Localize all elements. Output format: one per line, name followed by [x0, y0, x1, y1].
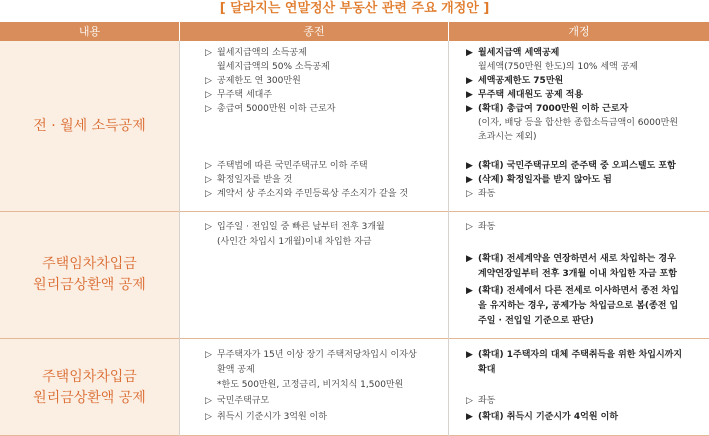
- new-bullet: ▶ (삭제) 확정일자를 받지 않아도 됨: [466, 175, 612, 185]
- category-label: 전 · 월세 소득공제: [33, 117, 146, 134]
- old-bullet: *한도 500만원, 고정금리, 비거치식 1,500만원: [217, 380, 404, 390]
- new-bullet: ▶ (확대) 국민주택규모의 준주택 중 오피스텔도 포함: [466, 161, 676, 171]
- row-divider: [0, 211, 709, 212]
- new-bullet: ▷ 좌동: [466, 189, 496, 199]
- old-bullet: ▷ 무주택자가 15년 이상 장기 주택저당차입시 이자상: [205, 350, 417, 360]
- category-label: 원리금상환액 공제: [33, 277, 146, 293]
- old-bullet: ▷ 국민주택규모: [205, 396, 270, 406]
- new-bullet: 확대: [478, 365, 496, 375]
- old-bullet: ▷ 무주택 세대주: [205, 90, 273, 100]
- category-cell: [0, 212, 179, 338]
- page-title: [ 달라지는 연말정산 부동산 관련 주요 개정안 ]: [219, 1, 490, 16]
- column-divider: [179, 41, 180, 436]
- new-bullet: (이자, 배당 등을 합산한 종합소득금액이 6000만원: [478, 118, 679, 128]
- new-bullet: 초과시는 제외): [478, 132, 537, 142]
- category-cell: [0, 339, 179, 436]
- new-bullet: ▶ (확대) 총급여 7000만원 이하 근로자: [466, 104, 629, 114]
- new-bullet: ▶ (확대) 취득시 기준시가 4억원 이하: [466, 412, 619, 422]
- new-bullet: ▶ (확대) 전세에서 다른 전세로 이사하면서 종전 차입: [466, 286, 679, 296]
- new-bullet: 주일 · 전입일 기준으로 판단): [478, 316, 594, 326]
- new-bullet: ▷ 좌동: [466, 222, 496, 232]
- new-bullet: ▶ 무주택 세대원도 공제 적용: [466, 90, 584, 100]
- header-old: 종전: [180, 22, 448, 41]
- old-bullet: (사인간 차입시 1개월)이내 차입한 자금: [217, 237, 372, 247]
- row-divider: [0, 338, 709, 339]
- old-bullet: 월세지급액의 50% 소득공제: [217, 62, 330, 72]
- old-bullet: ▷ 입주일 · 전입일 중 빠른 날부터 전후 3개월: [205, 222, 385, 232]
- new-bullet: ▶ (확대) 1주택자의 대체 주택취득을 위한 차입시까지: [466, 350, 683, 360]
- category-label: 주택임차차입금: [42, 256, 137, 272]
- header-category: 내용: [0, 22, 179, 41]
- new-bullet: ▷ 좌동: [466, 396, 496, 406]
- new-bullet: 월세액(750만원 한도)의 10% 세액 공제: [478, 62, 638, 72]
- old-bullet: 환액 공제: [217, 365, 255, 375]
- old-bullet: ▷ 계약서 상 주소지와 주민등록상 주소지가 같을 것: [205, 189, 409, 199]
- old-bullet: ▷ 주택법에 따른 국민주택규모 이하 주택: [205, 161, 368, 171]
- old-bullet: ▷ 확정일자를 받을 것: [205, 175, 293, 185]
- new-bullet: 계약연장일부터 전후 3개월 이내 차입한 자금 포함: [478, 269, 677, 279]
- new-bullet: ▶ 월세지급액 세액공제: [466, 48, 560, 58]
- new-bullet: ▶ (확대) 전세계약을 연장하면서 새로 차입하는 경우: [466, 254, 676, 264]
- old-bullet: ▷ 월세지급액의 소득공제: [205, 48, 307, 58]
- new-bullet: 을 유지하는 경우, 공제가능 차입금으로 봄(종전 입: [478, 301, 679, 311]
- new-bullet: ▶ 세액공제한도 75만원: [466, 76, 564, 86]
- header-new: 개정: [449, 22, 709, 41]
- column-divider: [448, 41, 449, 436]
- category-label: 원리금상환액 공제: [33, 389, 146, 406]
- old-bullet: ▷ 취득시 기준시가 3억원 이하: [205, 412, 327, 422]
- category-label: 주택임차차입금: [42, 368, 137, 385]
- old-bullet: ▷ 총급여 5000만원 이하 근로자: [205, 104, 336, 114]
- old-bullet: ▷ 공제한도 연 300만원: [205, 76, 301, 86]
- category-cell: [0, 41, 179, 211]
